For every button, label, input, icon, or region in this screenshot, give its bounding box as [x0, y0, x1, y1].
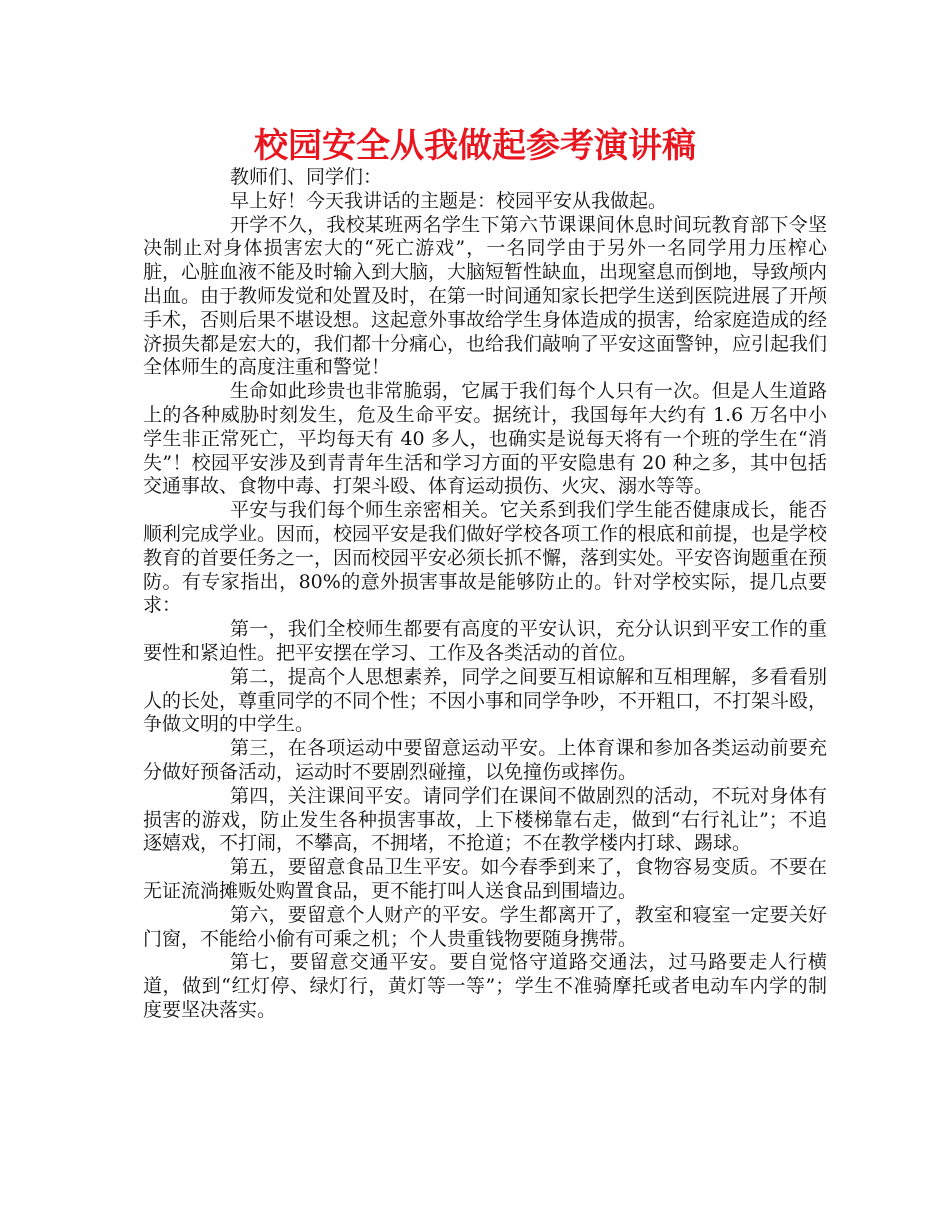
document-title: 校园安全从我做起参考演讲稿	[254, 126, 696, 166]
paragraph-safety: 平安与我们每个师生亲密相关。它关系到我们学生能否健康成长，能否顺利完成学业。因而，校园平安是我们做好学校各项工作的根底和前提，也是学校教育的首要任务之一，因而校园平安必须长抓不懈，落到实处。平安咨询题重在预防。有专家指出，80%的意外损害事故是能够防止的。针对学校实际，提几点要求：	[143, 499, 828, 617]
paragraph-point-5: 第五，要留意食品卫生平安。如今春季到来了，食物容易变质。不要在无证流淌摊贩处购置食品，更不能打叫人送食品到围墙边。	[143, 856, 827, 902]
paragraph-opening: 早上好！今天我讲话的主题是：校园平安从我做起。	[230, 189, 668, 212]
paragraph-incident: 开学不久，我校某班两名学生下第六节课课间休息时间玩教育部下令坚决制止对身体损害宏大的“死亡游戏”，一名同学由于另外一名同学用力压榨心脏，心脏血液不能及时输入到大脑，大脑短暂性缺血，出现窒息而倒地，导致颅内出血。由于教师发觉和处置及时，在第一时间通知家长把学生送到医院进展了开颅手术，否则后果不堪设想。这起意外事故给学生身体造成的损害，给家庭造成的经济损失都是宏大的，我们都十分痛心，也给我们敲响了平安这面警钟，应引起我们全体师生的高度注重和警觉！	[143, 213, 828, 379]
paragraph-point-1: 第一，我们全校师生都要有高度的平安认识，充分认识到平安工作的重要性和紧迫性。把平安摆在学习、工作及各类活动的首位。	[143, 618, 827, 664]
paragraph-point-4: 第四，关注课间平安。请同学们在课间不做剧烈的活动，不玩对身体有损害的游戏，防止发生各种损害事故，上下楼梯靠右走，做到“右行礼让”；不追逐嬉戏，不打闹，不攀高，不拥堵，不抢道；不在教学楼内打球、踢球。	[143, 784, 827, 855]
paragraph-point-3: 第三，在各项运动中要留意运动平安。上体育课和参加各类运动前要充分做好预备活动，运动时不要剧烈碰撞，以免撞伤或摔伤。	[143, 737, 827, 783]
paragraph-life: 生命如此珍贵也非常脆弱，它属于我们每个人只有一次。但是人生道路上的各种威胁时刻发生，危及生命平安。据统计，我国每年大约有 1.6 万名中小学生非正常死亡，平均每天有 40 多人，也确实是说每天将有一个班的学生在“消失”！校园平安涉及到青青年生活和学习方面的平安隐患有 20 种之多，其中包括交通事故、食物中毒、打架斗殴、体育运动损伤、火灾、溺水等等。	[143, 380, 827, 498]
paragraph-point-2: 第二，提高个人思想素养，同学之间要互相谅解和互相理解，多看看别人的长处，尊重同学的不同个性；不因小事和同学争吵，不开粗口，不打架斗殴，争做文明的中学生。	[143, 665, 828, 736]
paragraph-greeting: 教师们、同学们：	[230, 166, 383, 188]
paragraph-point-6: 第六，要留意个人财产的平安。学生都离开了，教室和寝室一定要关好门窗，不能给小偷有可乘之机；个人贵重钱物要随身携带。	[143, 903, 827, 950]
paragraph-point-7: 第七，要留意交通平安。要自觉恪守道路交通法，过马路要走人行横道，做到“红灯停、绿灯行，黄灯等一等”；学生不准骑摩托或者电动车内学的制度要坚决落实。	[143, 951, 827, 1021]
document-body	[143, 166, 827, 1023]
